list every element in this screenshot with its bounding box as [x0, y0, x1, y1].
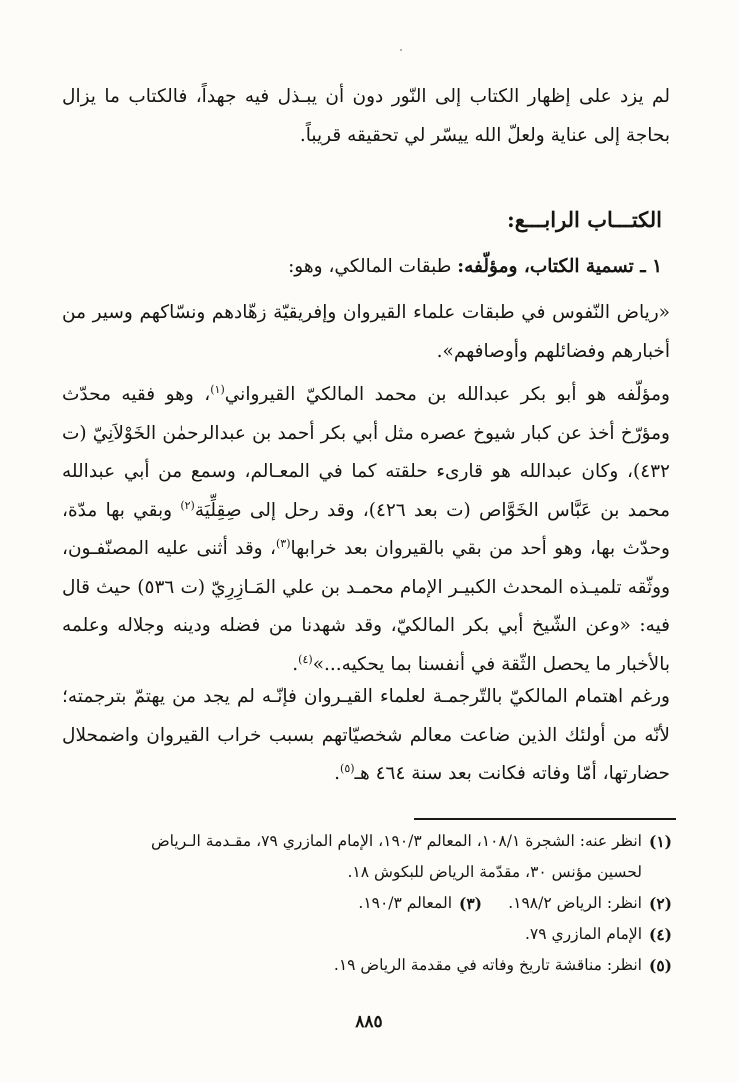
footnote-ref-4[interactable]: (٤)	[298, 652, 313, 666]
footnote-4-number: (٤)	[648, 925, 672, 944]
footnote-5-number: (٥)	[648, 956, 672, 975]
footnotes-section	[62, 826, 672, 981]
footnote-1-continuation: لحسين مؤنس ٣٠، مقدّمة الرياض للبكوش ١٨.	[347, 863, 642, 881]
footnote-5-text: انظر: مناقشة تاريخ وفاته في مقدمة الرياض ١٩.	[333, 956, 642, 974]
footnote-1-number: (١)	[648, 832, 672, 851]
author-text-4: ، وقد أثنى عليه المصنّفـون، ووثّقه تلميـذه المحدث الكبيـر الإمام محمـد بن علي المَـازِرِيّ (ت ٥٣٦) حيث قال فيه: «وعن الشّيخ أبي بكر المالكيّ، وقد شهدنا من فضله ودينه وجلاله وعلمه بالأخبار ما يحصل الثّقة في أنفسنا بما يحكيه...»	[62, 538, 670, 675]
footnote-ref-1[interactable]: (١)	[210, 382, 225, 396]
footnote-separator	[414, 818, 676, 820]
section-subheading	[62, 252, 662, 282]
paragraph-author	[62, 376, 670, 684]
page-number: ٨٨٥	[355, 1012, 383, 1032]
footnote-4-text: الإمام المازري ٧٩.	[524, 925, 642, 943]
paragraph-book-title: «رياض النّفوس في طبقات علماء القيروان وإفريقيّة زهّادهم ونسّاكهم وسير من أخبارهم وفضائلهم وأوصافهم».	[62, 302, 670, 362]
footnote-ref-3[interactable]: (٣)	[275, 536, 291, 550]
footnote-5	[62, 950, 672, 981]
paragraph-intro: لم يزد على إظهار الكتاب إلى النّور دون أن يبـذل فيه جهداً، فالكتاب ما يزال بحاجة إلى عناية ولعلّ الله ييسّر لي تحقيقه قريباً.	[62, 86, 670, 146]
author-text-1: ومؤلّفه هو أبو بكر عبدالله بن محمد المالكيّ القيرواني	[224, 384, 670, 405]
footnote-1	[62, 826, 672, 857]
footnote-3-text: المعالم ١٩٠/٣.	[358, 894, 452, 912]
subheading-rest: طبقات المالكي، وهو:	[288, 256, 458, 277]
death-text: ورغم اهتمام المالكيّ بالتّرجمـة لعلماء القيـروان فإنّـه لم يجد من يهتمّ بترجمته؛ لأنّه من أولئك الذين ضاعت معالم شخصيّاتهم بسبب خراب القيروان واضمحلال حضارتها، أمّا وفاته فكانت بعد سنة ٤٦٤ هـ	[62, 686, 670, 784]
footnote-3-number: (٣)	[458, 894, 482, 913]
footnote-1-text: انظر عنه: الشجرة ١٠٨/١، المعالم ١٩٠/٣، الإمام المازري ٧٩، مقـدمة الـرياض	[150, 832, 642, 850]
footnote-3	[292, 888, 482, 919]
section-heading: الكتـــاب الرابـــع:	[507, 207, 662, 232]
footnote-4	[62, 919, 672, 950]
footnotes-2-3-row	[62, 888, 672, 919]
subheading-bold: ١ ـ تسمية الكتاب، ومؤلّفه:	[457, 256, 662, 277]
footnote-ref-2[interactable]: (٢)	[180, 498, 195, 512]
footnote-ref-5[interactable]: (٥)	[340, 761, 355, 775]
author-text-5: .	[292, 653, 299, 675]
paragraph-death	[62, 678, 670, 794]
author-text-2: ، وهو فقيه محدّث ومؤرّخ أخذ عن كبار شيوخ عصره مثل أبي بكر أحمد بن عبدالرحمٰن الخَوْلاَنِيّ (ت ٤٣٢)، وكان عبدالله هو قارىء حلقته كما في المعـالم، وسمع من أبي عبدالله محمد بن عَبَّاس الخَوَّاص (ت بعد ٤٢٦)، وقد رحل إلى صِقِلِّيَة	[62, 384, 670, 521]
footnote-2	[482, 888, 672, 919]
author-text-3: وبقي بها مدّة، وحدّث بها، وهو أحد من بقي بالقيروان بعد خرابها	[62, 499, 670, 559]
scan-speck	[400, 49, 402, 51]
footnote-2-number: (٢)	[648, 894, 672, 913]
footnote-2-text: انظر: الرياض ١٩٨/٢.	[508, 894, 642, 912]
death-text-end: .	[334, 763, 341, 784]
